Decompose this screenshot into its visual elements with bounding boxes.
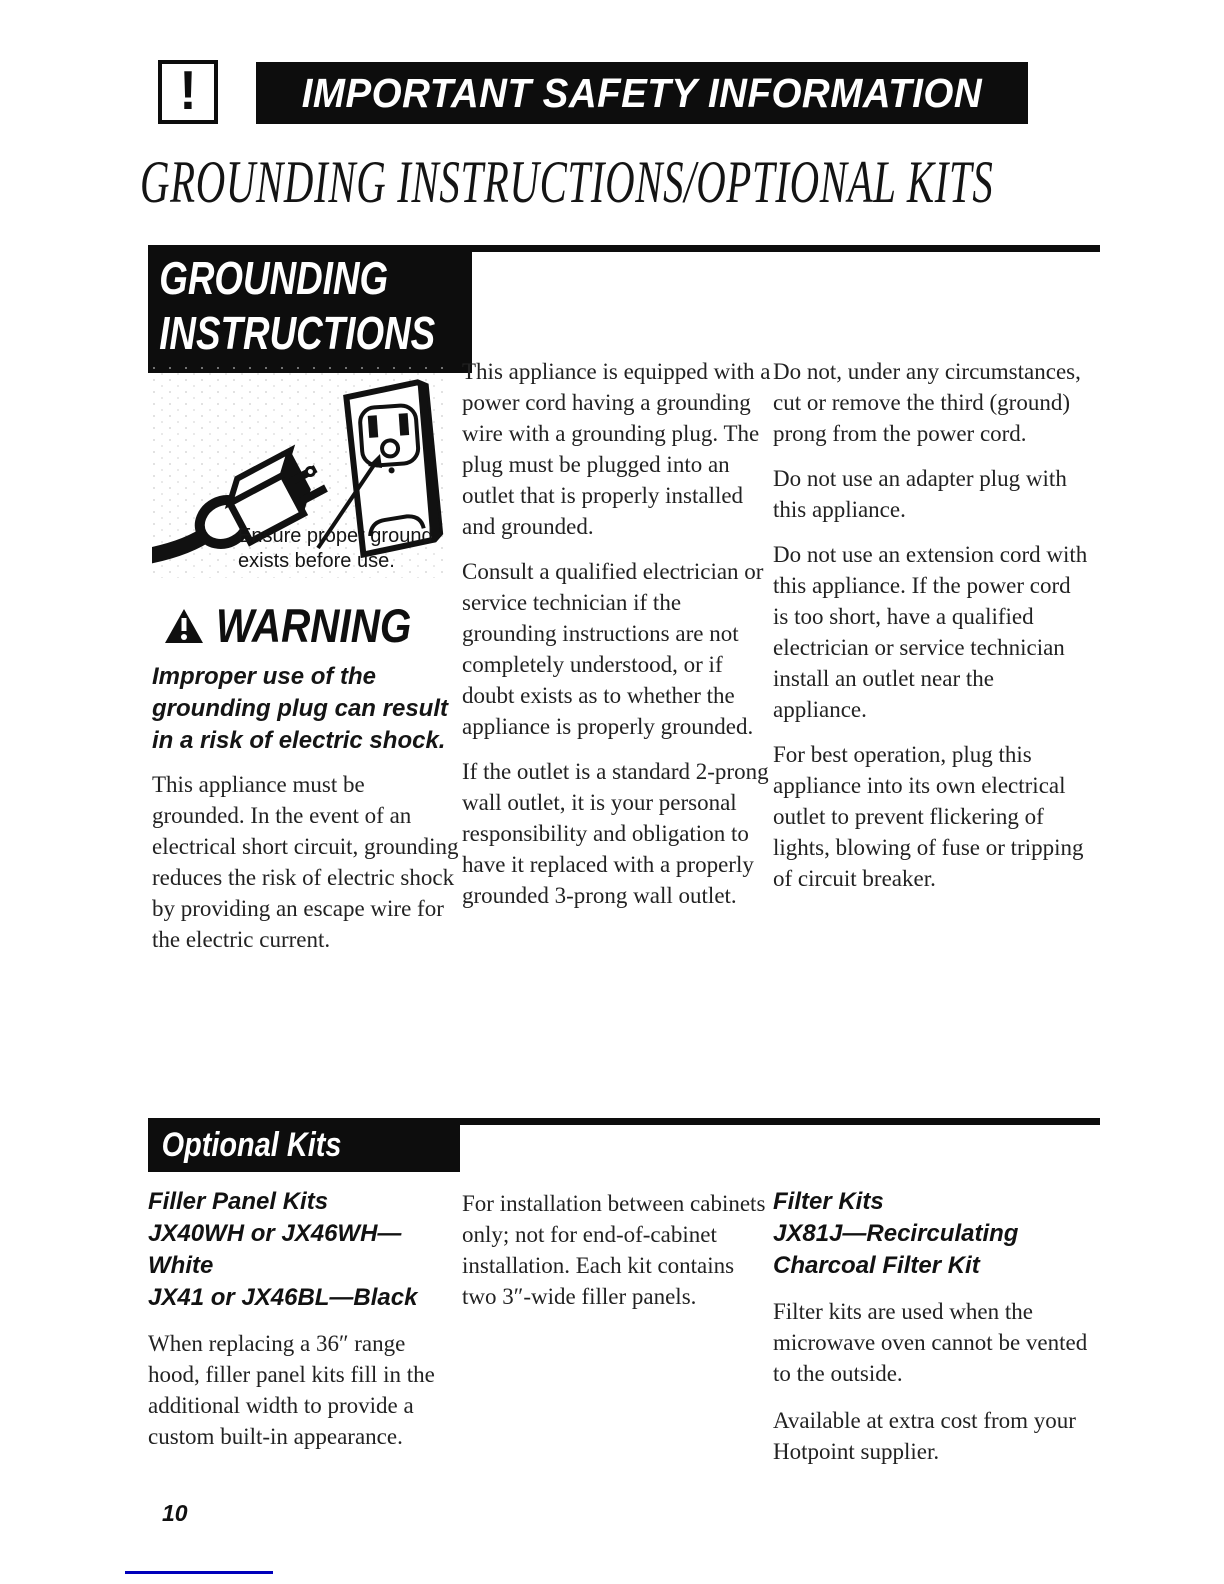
footer-rule — [125, 1571, 273, 1574]
paragraph: Do not use an adapter plug with this appliance. — [773, 466, 1067, 522]
filler-panel-kits-title — [148, 1186, 454, 1314]
paragraph: This appliance is equipped with a power cord having a grounding wire with a grounding plug. The plug must be plugged into an outlet that is properly installed and grounded. — [462, 359, 771, 539]
paragraph: Available at extra cost from your Hotpoint supplier. — [773, 1408, 1076, 1464]
alert-exclamation-box — [158, 60, 218, 124]
filter-title-line3: Charcoal Filter Kit — [773, 1252, 980, 1279]
filler-title-line1: Filler Panel Kits — [148, 1188, 329, 1215]
paragraph: Consult a qualified electrician or service technician if the grounding instructions are not completely understood, or if doubt exists as to whether the appliance is properly grounded. — [462, 559, 764, 739]
filter-kits-column — [773, 1186, 1091, 1467]
safety-header-bar — [256, 62, 1028, 124]
illustration-caption-line1: Ensure proper ground — [238, 525, 433, 547]
optional-kits-section-heading — [148, 1118, 460, 1172]
filler-title-line3: JX41 or JX46BL—Black — [148, 1284, 418, 1311]
filter-title-line2: JX81J—Recirculating — [773, 1220, 1019, 1247]
illustration-caption — [238, 524, 448, 574]
exclamation-icon: ! — [179, 60, 197, 122]
warning-block — [152, 598, 462, 955]
warning-triangle-icon — [164, 608, 204, 644]
grounding-heading-line2: INSTRUCTIONS — [159, 307, 436, 359]
filter-kits-title — [773, 1186, 1091, 1282]
grounding-section-heading — [148, 245, 472, 373]
grounding-heading-line1: GROUNDING — [159, 252, 389, 304]
filter-title-line1: Filter Kits — [773, 1188, 884, 1215]
page-number: 10 — [162, 1500, 188, 1526]
page-title: GROUNDING INSTRUCTIONS/OPTIONAL KITS — [140, 149, 994, 215]
safety-header-title: IMPORTANT SAFETY INFORMATION — [301, 69, 983, 116]
warning-lead-text: Improper use of the grounding plug can result in a risk of electric shock. — [152, 663, 448, 754]
warning-body-text: This appliance must be grounded. In the event of an electrical short circuit, grounding reduces the risk of electric shock by providing an escape wire for the electric current. — [152, 772, 459, 952]
warning-heading — [164, 598, 462, 653]
grounding-column-2 — [462, 356, 774, 925]
paragraph: When replacing a 36″ range hood, filler panel kits fill in the additional width to provide a custom built-in appearance. — [148, 1331, 435, 1449]
warning-label: WARNING — [216, 599, 412, 652]
paragraph: For installation between cabinets only; not for end-of-cabinet installation. Each kit contains two 3″-wide filler panels. — [462, 1191, 766, 1309]
paragraph: For best operation, plug this appliance into its own electrical outlet to prevent flickering of lights, blowing of fuse or tripping of circuit breaker. — [773, 742, 1084, 891]
paragraph: Filter kits are used when the microwave oven cannot be vented to the outside. — [773, 1299, 1088, 1386]
optional-kits-heading-text: Optional Kits — [161, 1125, 342, 1164]
filler-panel-kits-column — [148, 1186, 454, 1452]
installation-note-column — [462, 1188, 774, 1312]
paragraph: Do not use an extension cord with this appliance. If the power cord is too short, have a qualified electrician or service technician install an outlet near the appliance. — [773, 542, 1088, 722]
paragraph: Do not, under any circumstances, cut or remove the third (ground) prong from the power cord. — [773, 359, 1081, 446]
illustration-caption-line2: exists before use. — [238, 550, 395, 572]
filler-title-line2: JX40WH or JX46WH—White — [148, 1220, 402, 1279]
grounding-column-3 — [773, 356, 1091, 908]
paragraph: If the outlet is a standard 2-prong wall outlet, it is your personal responsibility and obligation to have it replaced with a properly grounded 3-prong wall outlet. — [462, 759, 769, 908]
